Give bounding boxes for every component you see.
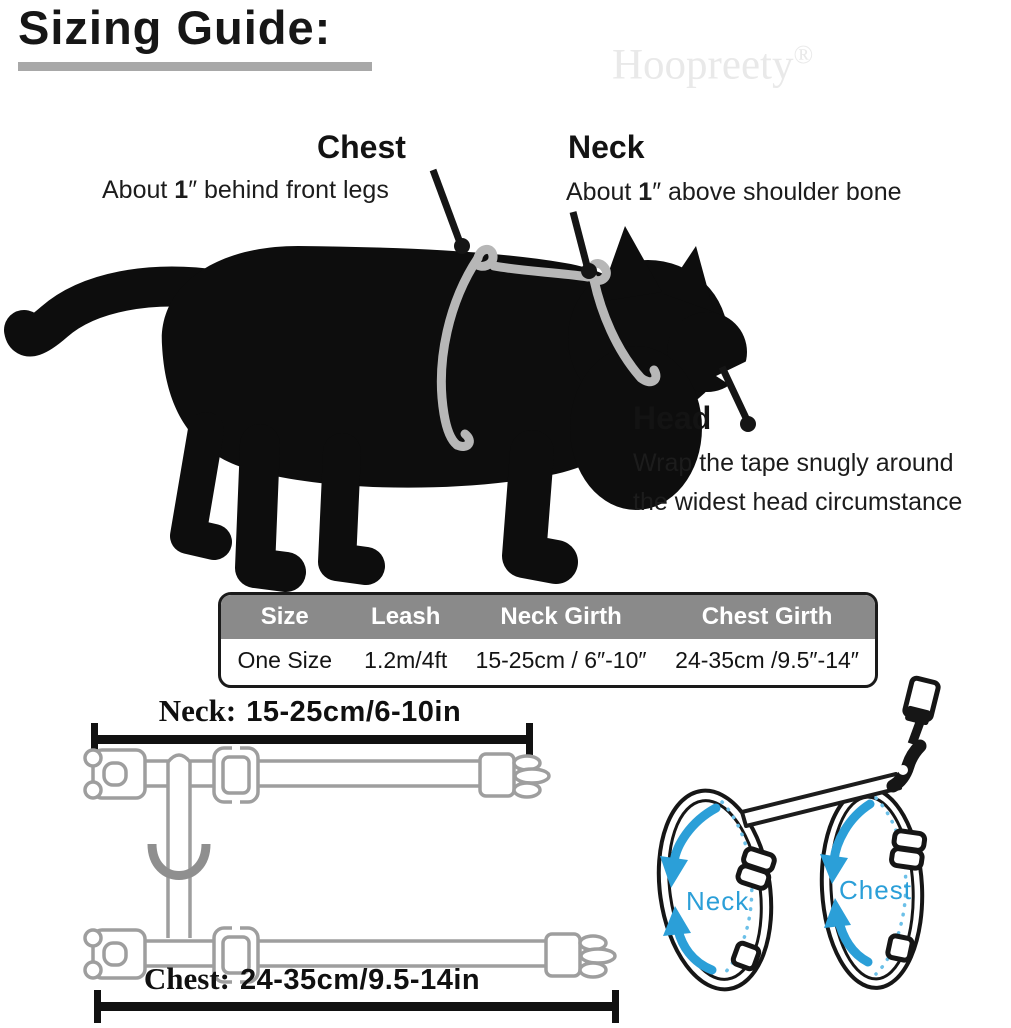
size-table-header-chest-girth: Chest Girth — [701, 603, 833, 630]
neck-strap-value: 15-25cm/6-10in — [246, 696, 462, 728]
size-table-cell-chest-girth: 24-35cm /9.5″-14″ — [675, 647, 859, 673]
title-underline — [18, 62, 372, 71]
size-table-header-neck-girth: Neck Girth — [500, 603, 622, 630]
neck-strap-label: Neck: — [158, 693, 237, 728]
head-annotation-line1: Wrap the tape snugly around — [633, 449, 954, 477]
neck-leader-dot — [581, 263, 597, 279]
size-table-cell-leash: 1.2m/4ft — [364, 647, 448, 673]
size-table — [218, 592, 878, 688]
size-table-header-leash: Leash — [371, 603, 441, 630]
neck-buckle-male — [480, 754, 549, 797]
size-table-cell-neck-girth: 15-25cm / 6″-10″ — [475, 647, 647, 673]
swivel-hole — [898, 765, 908, 775]
registered-mark: ® — [793, 40, 814, 69]
chest-strap-label: Chest: — [143, 961, 230, 996]
neck-leader-line — [573, 212, 587, 266]
chest-strap-value: 24-35cm/9.5-14in — [239, 964, 481, 996]
leash-swivel-clip — [893, 746, 920, 786]
chest-strap-caption — [92, 961, 532, 997]
size-table-header-size: Size — [260, 603, 309, 630]
head-annotation-heading: Head — [633, 400, 712, 436]
size-table-row — [221, 639, 875, 682]
neck-strap-caption — [88, 693, 532, 729]
size-table-cell-size: One Size — [237, 647, 333, 673]
page-title: Sizing Guide: — [18, 1, 332, 54]
head-annotation-line2: the widest head circumstance — [633, 488, 963, 516]
illustration-chest-label: Chest — [839, 875, 912, 905]
harness-illustration — [647, 677, 940, 997]
illus-neck-slider-lower — [732, 942, 760, 970]
brand-watermark: Hoopreety® — [612, 40, 814, 89]
chest-buckle-male — [546, 934, 615, 977]
cat-leg-hind-far — [188, 430, 214, 542]
head-leader-dot — [740, 416, 756, 432]
chest-annotation-text: About 1″ behind front legs — [102, 176, 389, 204]
chest-leader-dot — [454, 238, 470, 254]
size-table-header-row — [221, 595, 875, 639]
chest-leader-line — [433, 170, 459, 240]
illus-chest-slider-upper — [891, 830, 926, 869]
illus-chest-slider-lower — [887, 935, 913, 961]
cat-leg-front-near — [524, 452, 556, 562]
illustration-neck-label: Neck — [686, 886, 750, 916]
chest-annotation-heading: Chest — [317, 129, 406, 165]
neck-slider-buckle — [214, 746, 258, 804]
neck-annotation-heading: Neck — [568, 129, 645, 165]
neck-buckle-female — [85, 750, 145, 798]
neck-annotation-text: About 1″ above shoulder bone — [566, 178, 902, 206]
head-annotation-text — [633, 444, 962, 522]
